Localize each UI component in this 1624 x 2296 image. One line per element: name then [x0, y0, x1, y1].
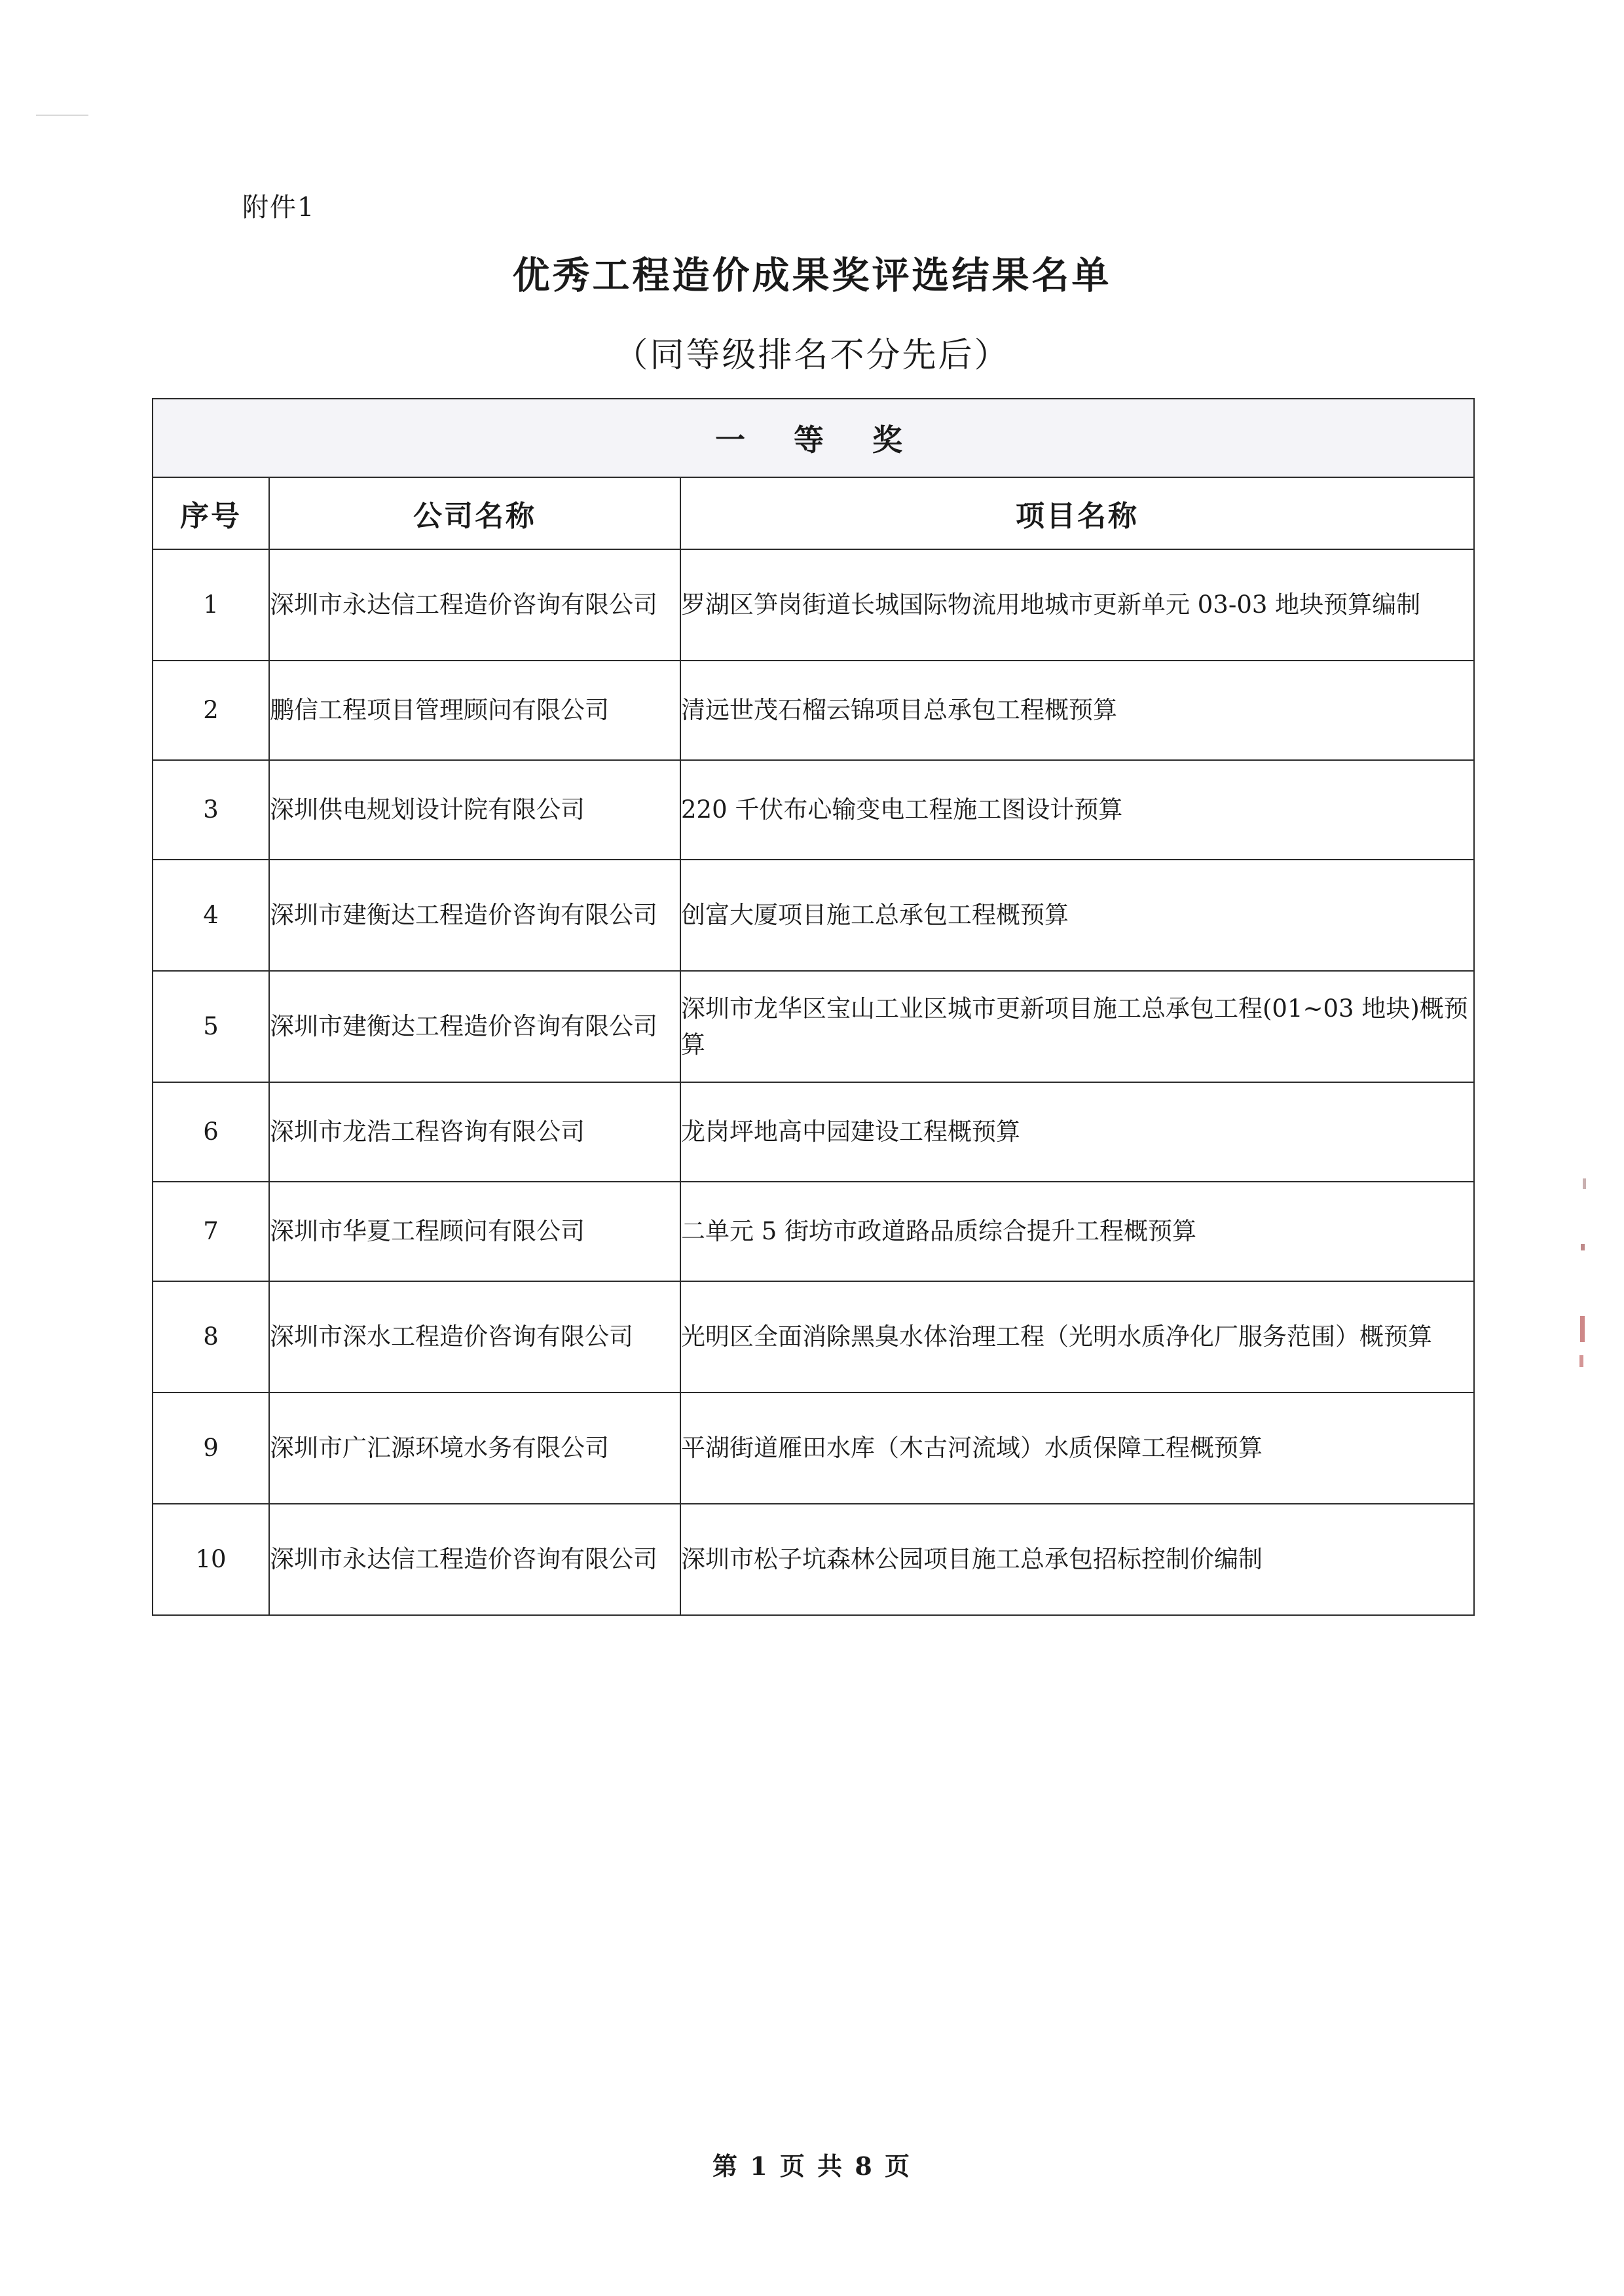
- table-row: [153, 549, 1474, 661]
- table-row: [153, 1082, 1474, 1182]
- row-index: 9: [153, 1393, 269, 1504]
- row-company: 深圳市建衡达工程造价咨询有限公司: [269, 860, 680, 971]
- row-project: 深圳市松子坑森林公园项目施工总承包招标控制价编制: [680, 1504, 1474, 1615]
- row-index: 3: [153, 760, 269, 860]
- table-row: [153, 971, 1474, 1082]
- row-index: 2: [153, 661, 269, 760]
- row-project: 平湖街道雁田水库（木古河流域）水质保障工程概预算: [680, 1393, 1474, 1504]
- row-project: 清远世茂石榴云锦项目总承包工程概预算: [680, 661, 1474, 760]
- column-header-row: [153, 477, 1474, 549]
- table-row: [153, 1182, 1474, 1281]
- scan-artifact-right-1: [1583, 1178, 1586, 1189]
- row-company: 深圳供电规划设计院有限公司: [269, 760, 680, 860]
- row-index: 5: [153, 971, 269, 1082]
- table-row: [153, 760, 1474, 860]
- award-band-label: 一 等 奖: [153, 399, 1474, 477]
- column-header-index: 序号: [153, 477, 269, 549]
- row-company: 深圳市建衡达工程造价咨询有限公司: [269, 971, 680, 1082]
- award-results-table: [152, 398, 1475, 1616]
- table-row: [153, 860, 1474, 971]
- page-footer: 第 1 页 共 8 页: [712, 2151, 912, 2181]
- table-body: [153, 549, 1474, 1615]
- row-project: 220 千伏布心输变电工程施工图设计预算: [680, 760, 1474, 860]
- row-company: 深圳市龙浩工程咨询有限公司: [269, 1082, 680, 1182]
- row-index: 7: [153, 1182, 269, 1281]
- column-header-project: 项目名称: [680, 477, 1474, 549]
- row-index: 4: [153, 860, 269, 971]
- scan-artifact-right-4: [1579, 1355, 1583, 1367]
- row-project: 龙岗坪地高中园建设工程概预算: [680, 1082, 1474, 1182]
- scan-artifact-left: [36, 115, 88, 116]
- row-company: 深圳市深水工程造价咨询有限公司: [269, 1281, 680, 1393]
- row-company: 鹏信工程项目管理顾问有限公司: [269, 661, 680, 760]
- row-index: 6: [153, 1082, 269, 1182]
- row-index: 10: [153, 1504, 269, 1615]
- row-project: 光明区全面消除黑臭水体治理工程（光明水质净化厂服务范围）概预算: [680, 1281, 1474, 1393]
- row-company: 深圳市华夏工程顾问有限公司: [269, 1182, 680, 1281]
- row-index: 8: [153, 1281, 269, 1393]
- scan-artifact-right-2: [1581, 1244, 1585, 1250]
- page-title: 优秀工程造价成果奖评选结果名单: [512, 253, 1112, 297]
- attachment-label: 附件1: [242, 192, 316, 223]
- row-project: 二单元 5 街坊市政道路品质综合提升工程概预算: [680, 1182, 1474, 1281]
- row-index: 1: [153, 549, 269, 661]
- row-project: 罗湖区笋岗街道长城国际物流用地城市更新单元 03-03 地块预算编制: [680, 549, 1474, 661]
- column-header-company: 公司名称: [269, 477, 680, 549]
- table-row: [153, 1393, 1474, 1504]
- row-company: 深圳市广汇源环境水务有限公司: [269, 1393, 680, 1504]
- table-row: [153, 1281, 1474, 1393]
- row-project: 深圳市龙华区宝山工业区城市更新项目施工总承包工程(01~03 地块)概预算: [680, 971, 1474, 1082]
- row-project: 创富大厦项目施工总承包工程概预算: [680, 860, 1474, 971]
- row-company: 深圳市永达信工程造价咨询有限公司: [269, 1504, 680, 1615]
- award-band-row: [153, 399, 1474, 477]
- table-row: [153, 661, 1474, 760]
- table-row: [153, 1504, 1474, 1615]
- scan-artifact-right-3: [1580, 1316, 1585, 1342]
- page-subtitle: （同等级排名不分先后）: [614, 336, 1010, 375]
- row-company: 深圳市永达信工程造价咨询有限公司: [269, 549, 680, 661]
- table-header: [153, 399, 1474, 549]
